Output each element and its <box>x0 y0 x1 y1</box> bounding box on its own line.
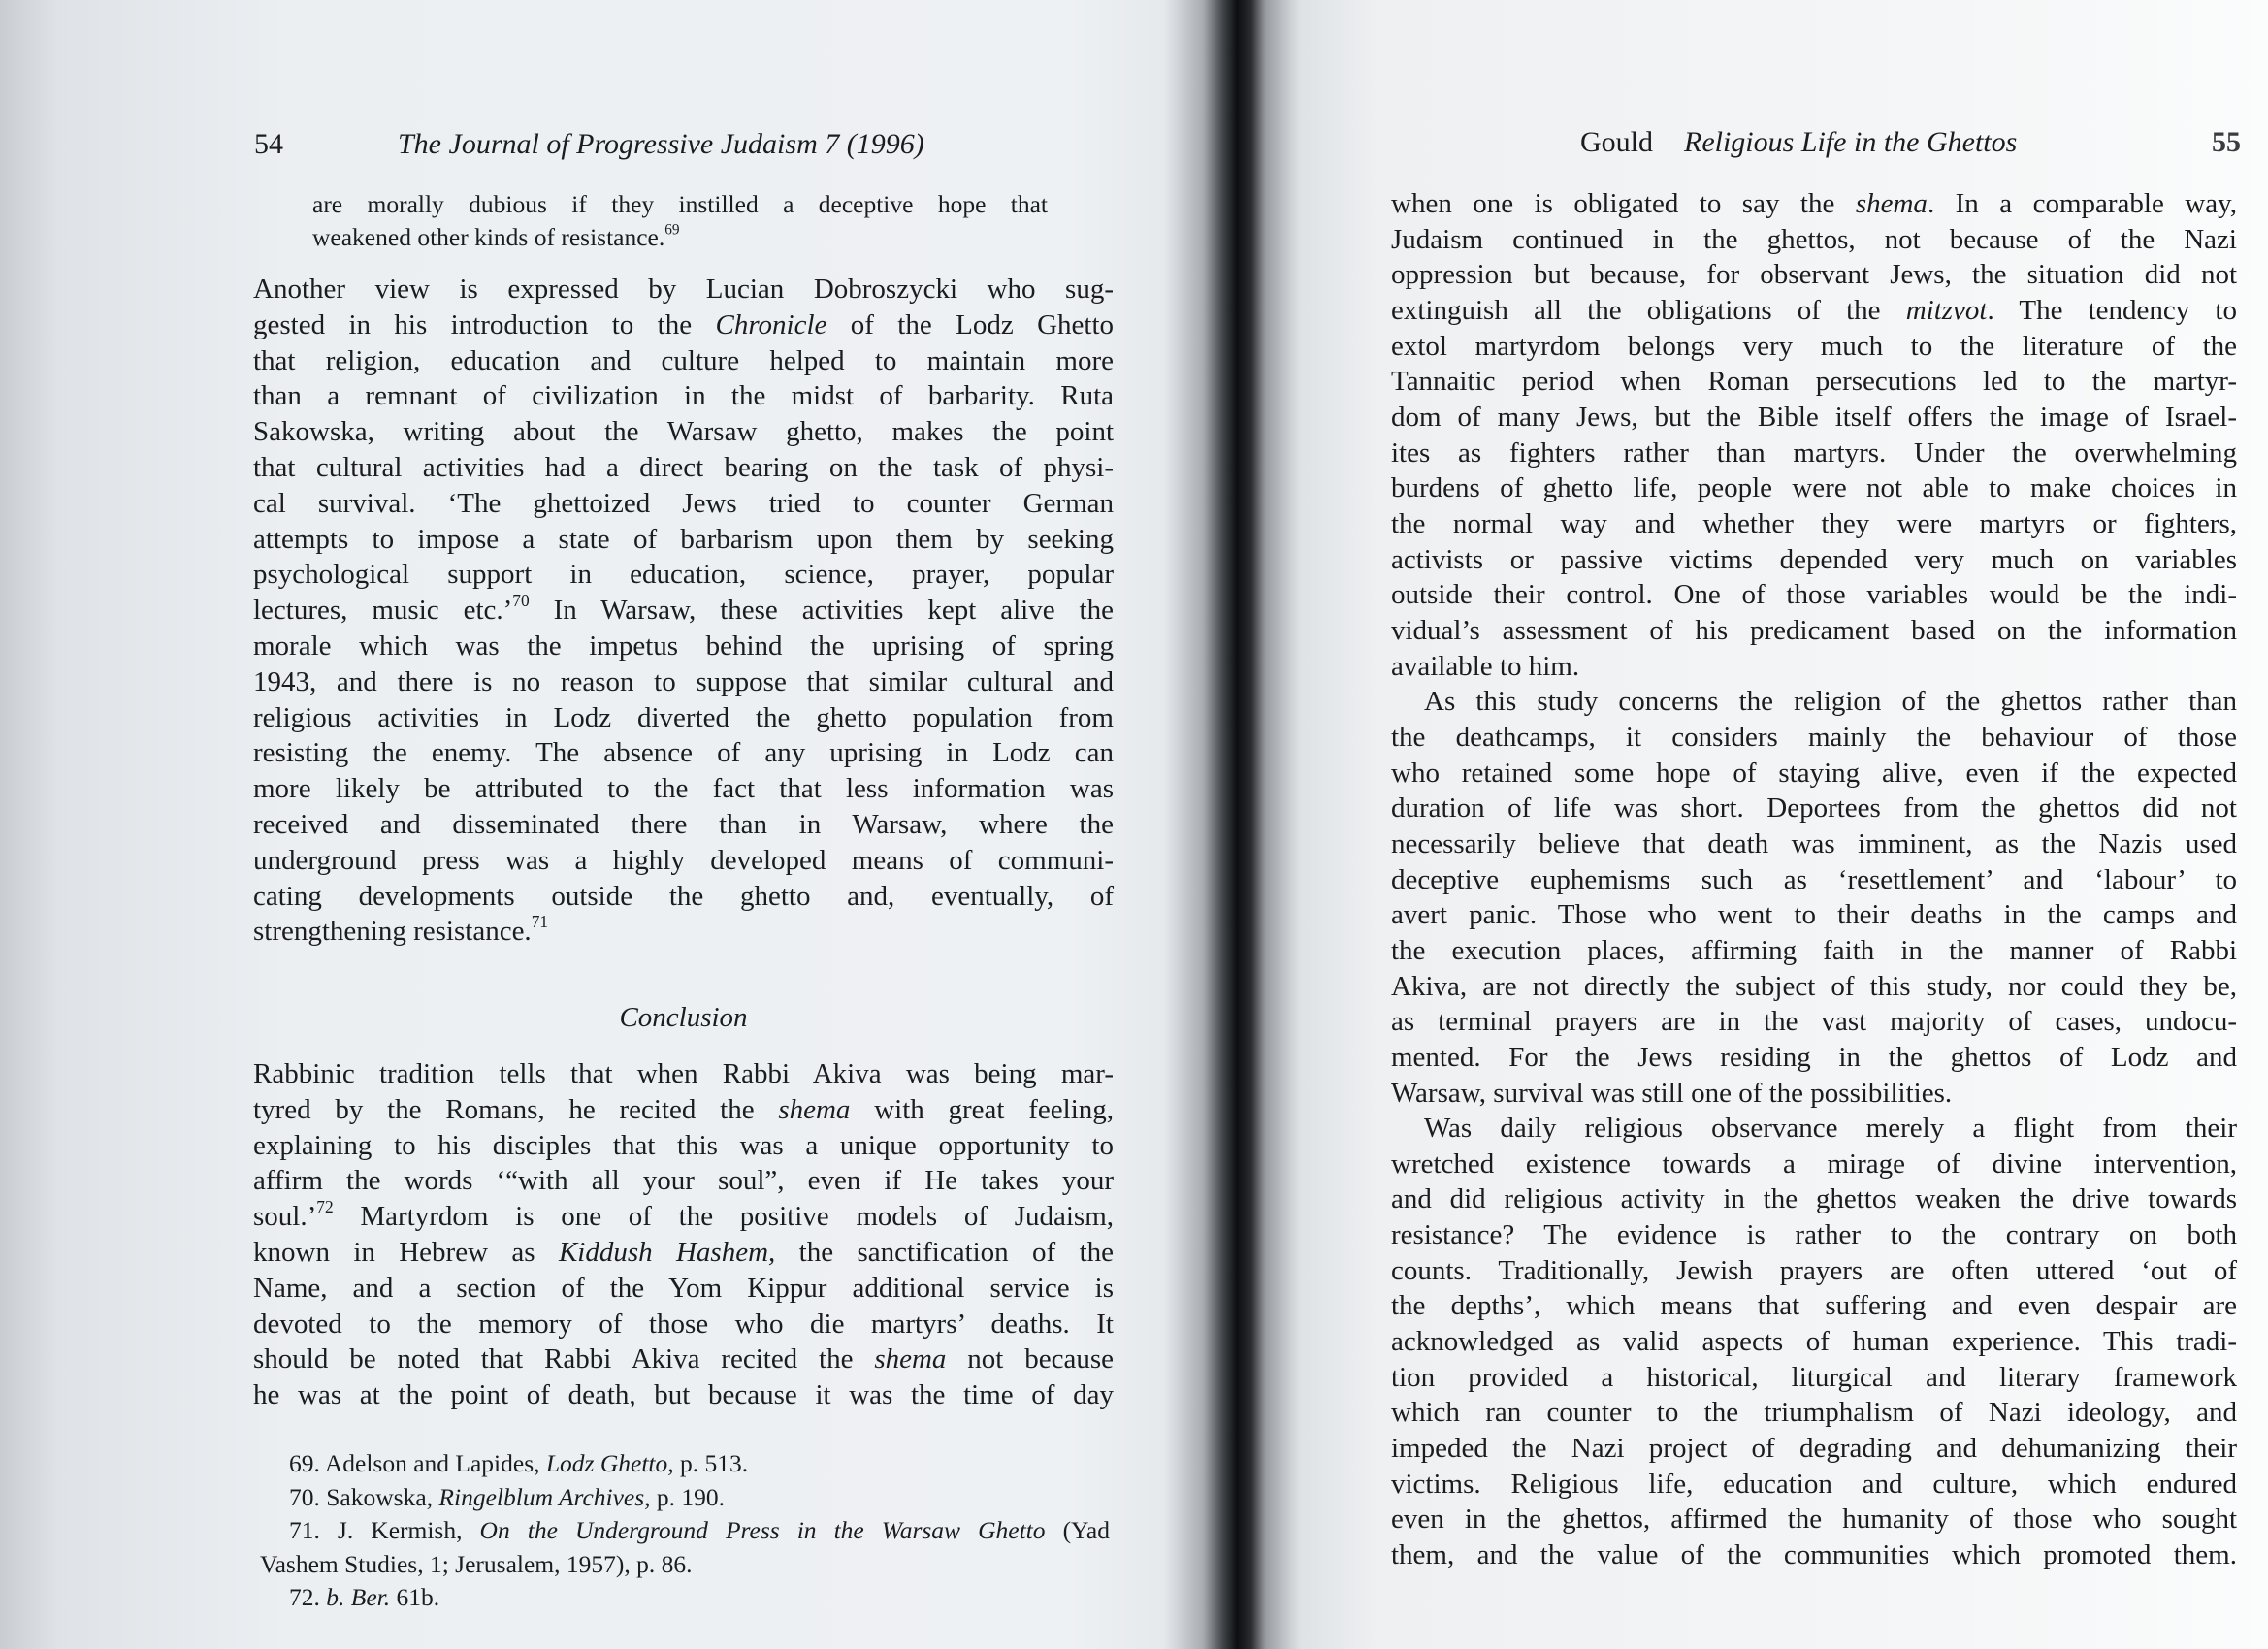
text-run: ites as fighters rather than martyrs. Under the overwhelming <box>1391 436 2237 469</box>
paragraph-line <box>253 628 1114 664</box>
paragraph-line <box>1391 1501 2237 1537</box>
italic-text: Kiddush Hashem, <box>558 1237 776 1268</box>
paragraph-line <box>1391 932 2237 969</box>
text-run: cal survival. ‘The ghettoized Jews tried to counter German <box>253 487 1114 519</box>
text-run: activists or passive victims depended very much on variables <box>1391 543 2237 575</box>
text-run: 69. Adelson and Lapides, <box>289 1449 546 1477</box>
paragraph-line <box>1391 292 2237 329</box>
text-run: acknowledged as valid aspects of human experience. This tradi- <box>1391 1326 2237 1358</box>
text-run: vidual’s assessment of his predicament based on the information <box>1391 614 2237 646</box>
paragraph-line <box>1391 435 2237 471</box>
text-run: when one is obligated to say the <box>1391 188 1856 219</box>
paragraph-line <box>1391 1394 2237 1431</box>
text-run: 61b. <box>390 1583 440 1612</box>
paragraph-line <box>1391 719 2237 756</box>
paragraph-line <box>253 1162 1114 1199</box>
text-run: victims. Religious life, education and culture, which endured <box>1391 1468 2237 1500</box>
paragraph-line <box>1391 541 2237 578</box>
text-run: not because <box>946 1343 1114 1375</box>
paragraph-line <box>253 806 1114 843</box>
running-head-author: Gould <box>1580 126 1653 158</box>
paragraph-line <box>1391 790 2237 826</box>
paragraph-line <box>1391 1430 2237 1467</box>
paragraph-line <box>253 485 1114 522</box>
paragraph-line <box>253 1341 1114 1377</box>
paragraph-line <box>1391 1359 2237 1396</box>
paragraph-line <box>253 342 1114 379</box>
text-run: extol martyrdom belongs very much to the literature of the <box>1391 330 2237 362</box>
paragraph-line <box>1391 1075 2237 1112</box>
footnote-ref: 69 <box>664 221 680 239</box>
paragraph-line <box>253 521 1114 558</box>
paragraph-line <box>1391 648 2237 685</box>
text-run: wretched existence towards a mirage of divine intervention, <box>1391 1148 2237 1180</box>
text-run: more likely be attributed to the fact that less information was <box>253 773 1114 805</box>
text-run: of the Lodz Ghetto <box>826 308 1115 340</box>
paragraph-line <box>1391 755 2237 792</box>
text-run: the execution places, affirming faith in the manner of Rabbi <box>1391 934 2237 966</box>
text-run: As this study concerns the religion of the ghettos rather than <box>1424 686 2237 718</box>
paragraph-line <box>253 271 1114 307</box>
text-run: outside their control. One of those variables would be the indi- <box>1391 579 2237 611</box>
running-head-title: Religious Life in the Ghettos <box>1684 126 2018 158</box>
text-run: Rabbinic tradition tells that when Rabbi Akiva was being mar- <box>253 1058 1114 1089</box>
text-run: mented. For the Jews residing in the ghettos of Lodz and <box>1391 1041 2237 1073</box>
paragraph-line <box>1391 399 2237 436</box>
paragraph-line <box>1391 185 2237 222</box>
paragraph-line <box>1391 256 2237 293</box>
text-run: Sakowska, writing about the Warsaw ghetto, makes the point <box>253 416 1114 448</box>
paragraph-line <box>1391 221 2237 258</box>
paragraph-line <box>1391 363 2237 400</box>
text-run: Warsaw, survival was still one of the possibilities. <box>1391 1077 1953 1109</box>
text-run: available to him. <box>1391 650 1580 682</box>
paragraph-line <box>253 556 1114 593</box>
text-run: underground press was a highly developed means of communi- <box>253 844 1114 876</box>
paragraph-line <box>1391 1252 2237 1289</box>
text-run: affirm the words ‘“with all your soul”, even if He takes your <box>253 1165 1114 1197</box>
text-run: Was daily religious observance merely a flight from their <box>1424 1113 2237 1145</box>
italic-text: Chronicle <box>715 308 827 340</box>
paragraph-line <box>1424 683 2237 720</box>
text-run: deceptive euphemisms such as ‘resettlement’ and ‘labour’ to <box>1391 863 2237 895</box>
text-run: cating developments outside the ghetto and, eventually, of <box>253 880 1114 912</box>
paragraph-line <box>1391 1323 2237 1360</box>
text-run: dom of many Jews, but the Bible itself offers the image of Israel- <box>1391 401 2237 433</box>
text-run: 72. <box>289 1583 327 1612</box>
text-run: Name, and a section of the Yom Kippur additional service is <box>253 1272 1114 1304</box>
footnote-ref: 71 <box>531 912 549 932</box>
text-run: with great feeling, <box>850 1093 1114 1125</box>
paragraph-line <box>1391 1536 2237 1573</box>
text-run: are morally dubious if they instilled a deceptive hope that <box>312 190 1048 218</box>
text-run: oppression but because, for observant Jews, the situation did not <box>1391 259 2237 291</box>
paragraph-line <box>253 1055 1114 1092</box>
text-run: morale which was the impetus behind the uprising of spring <box>253 630 1114 662</box>
paragraph-line <box>1391 576 2237 613</box>
text-run: Martyrdom is one of the positive models of Judaism, <box>333 1201 1114 1233</box>
text-run: resistance? The evidence is rather to the contrary on both <box>1391 1219 2237 1251</box>
paragraph-line <box>253 1270 1114 1307</box>
text-run: duration of life was short. Deportees from the ghettos did not <box>1391 792 2237 824</box>
paragraph-line <box>253 307 1114 343</box>
text-run: received and disseminated there than in Warsaw, where the <box>253 809 1114 840</box>
text-run: religious activities in Lodz diverted the ghetto population from <box>253 701 1114 733</box>
italic-text: shema <box>874 1343 947 1375</box>
text-run: tion provided a historical, liturgical and literary framework <box>1391 1361 2237 1393</box>
text-run: 70. Sakowska, <box>289 1482 439 1511</box>
italic-text: b. Ber. <box>326 1583 391 1612</box>
paragraph-line <box>1391 896 2237 933</box>
footnote-ref: 70 <box>512 591 530 611</box>
paragraph-line <box>1391 861 2237 898</box>
paragraph-line <box>1391 1216 2237 1253</box>
text-run: should be noted that Rabbi Akiva recited the <box>253 1343 875 1375</box>
text-run: burdens of ghetto life, people were not able to make choices in <box>1391 472 2237 504</box>
page-number: 54 <box>254 128 283 160</box>
paragraph-line <box>1391 968 2237 1005</box>
text-run: avert panic. Those who went to their deaths in the camps and <box>1391 899 2237 931</box>
text-run: p. 513. <box>673 1449 749 1477</box>
paragraph-line <box>253 1234 1114 1271</box>
paragraph-line <box>1391 1287 2237 1324</box>
paragraph-line <box>1391 825 2237 862</box>
paragraph-line <box>1391 1003 2237 1040</box>
footnote-line <box>260 1546 1110 1583</box>
footnote-ref: 72 <box>316 1197 334 1217</box>
paragraph-line <box>1391 1180 2237 1217</box>
text-run: that religion, education and culture helped to maintain more <box>253 344 1114 376</box>
text-run: p. 190. <box>650 1482 726 1511</box>
paragraph-line <box>253 449 1114 486</box>
footnote-line <box>289 1479 1110 1516</box>
text-run: them, and the value of the communities which promoted them. <box>1391 1539 2237 1571</box>
text-run: as terminal prayers are in the vast majority of cases, undocu- <box>1391 1006 2237 1038</box>
paragraph-line <box>253 842 1114 879</box>
paragraph-line <box>253 377 1114 414</box>
paragraph-line <box>1391 1039 2237 1076</box>
paragraph-line <box>253 1376 1114 1413</box>
text-run: even in the ghettos, affirmed the humanity of those who sought <box>1391 1504 2237 1536</box>
text-run: soul.’ <box>253 1201 317 1233</box>
text-run: . The tendency to <box>1987 294 2237 326</box>
text-run: who retained some hope of staying alive, even if the expected <box>1391 757 2237 789</box>
text-run: Tannaitic period when Roman persecutions led to the martyr- <box>1391 366 2237 398</box>
paragraph-line <box>253 770 1114 807</box>
paragraph-line <box>253 592 1114 629</box>
paragraph-line <box>1391 505 2237 542</box>
text-run: 71. J. Kermish, <box>289 1516 480 1545</box>
paragraph-line <box>253 1127 1114 1164</box>
paragraph-line <box>253 1091 1114 1128</box>
text-run: the sanctification of the <box>775 1237 1115 1268</box>
text-run: (Yad <box>1045 1516 1110 1545</box>
text-run: Akiva, are not directly the subject of this study, nor could they be, <box>1391 970 2237 1002</box>
text-run: Judaism continued in the ghettos, not because of the Nazi <box>1391 223 2237 255</box>
text-run: the depths’, which means that suffering and even despair are <box>1391 1290 2237 1322</box>
paragraph-line <box>253 663 1114 700</box>
text-run: impeded the Nazi project of degrading and dehumanizing their <box>1391 1433 2237 1465</box>
paragraph-line <box>253 1198 1114 1235</box>
section-heading: Conclusion <box>619 1002 748 1033</box>
text-run: . In a comparable way, <box>1927 188 2238 219</box>
paragraph-line <box>253 878 1114 915</box>
italic-text: shema <box>778 1093 851 1125</box>
text-run: Another view is expressed by Lucian Dobroszycki who sug- <box>253 274 1114 305</box>
text-run: and did religious activity in the ghettos weaken the drive towards <box>1391 1183 2237 1215</box>
italic-text: Lodz Ghetto, <box>545 1449 674 1477</box>
text-run: known in Hebrew as <box>253 1237 559 1268</box>
text-run: resisting the enemy. The absence of any uprising in Lodz can <box>253 737 1114 769</box>
text-run: In Warsaw, these activities kept alive the <box>529 595 1114 627</box>
paragraph-line <box>253 913 1114 950</box>
footnote-line <box>289 1445 1110 1482</box>
italic-text: On the Underground Press in the Warsaw Ghetto <box>479 1516 1046 1545</box>
text-run: psychological support in education, science, prayer, popular <box>253 559 1114 591</box>
text-run: the normal way and whether they were martyrs or fighters, <box>1391 507 2237 539</box>
text-run: explaining to his disciples that this was a unique opportunity to <box>253 1129 1114 1161</box>
italic-text: shema <box>1855 188 1928 219</box>
text-run: attempts to impose a state of barbarism upon them by seeking <box>253 523 1114 555</box>
text-run: he was at the point of death, but because it was the time of day <box>253 1379 1114 1411</box>
italic-text: Ringelblum Archives, <box>438 1482 651 1511</box>
text-run: that cultural activities had a direct bearing on the task of physi- <box>253 452 1114 483</box>
paragraph-line <box>1391 1466 2237 1503</box>
text-run: Vashem Studies, 1; Jerusalem, 1957), p. 86. <box>260 1549 693 1578</box>
text-run: extinguish all the obligations of the <box>1391 294 1906 326</box>
block-quote-line <box>312 186 1048 223</box>
paragraph-line <box>1391 612 2237 649</box>
text-run: than a remnant of civilization in the midst of barbarity. Ruta <box>253 380 1114 412</box>
text-run: strengthening resistance. <box>253 916 532 948</box>
footnote-line <box>289 1512 1110 1549</box>
text-run: tyred by the Romans, he recited the <box>253 1093 779 1125</box>
paragraph-line <box>1391 1146 2237 1182</box>
paragraph-line <box>253 1306 1114 1342</box>
text-run: 1943, and there is no reason to suppose that similar cultural and <box>253 665 1114 697</box>
text-run: which ran counter to the triumphalism of Nazi ideology, and <box>1391 1397 2237 1429</box>
text-run: necessarily believe that death was imminent, as the Nazis used <box>1391 827 2237 859</box>
footnote-line <box>289 1579 1110 1616</box>
text-run: lectures, music etc.’ <box>253 595 513 627</box>
text-run: counts. Traditionally, Jewish prayers are often uttered ‘out of <box>1391 1254 2237 1286</box>
paragraph-line <box>1391 328 2237 365</box>
paragraph-line <box>253 699 1114 736</box>
text-run: gested in his introduction to the <box>253 308 716 340</box>
paragraph-line <box>253 734 1114 771</box>
block-quote-line <box>312 219 1048 256</box>
paragraph-line <box>1424 1110 2237 1147</box>
text-run: devoted to the memory of those who die martyrs’ deaths. It <box>253 1308 1114 1340</box>
italic-text: mitzvot <box>1905 294 1988 326</box>
text-run: the deathcamps, it considers mainly the behaviour of those <box>1391 721 2237 753</box>
running-head: The Journal of Progressive Judaism 7 (1996) <box>398 128 924 160</box>
paragraph-line <box>253 413 1114 450</box>
page-number: 55 <box>2212 126 2241 158</box>
text-run: weakened other kinds of resistance. <box>312 222 665 251</box>
paragraph-line <box>1391 469 2237 506</box>
